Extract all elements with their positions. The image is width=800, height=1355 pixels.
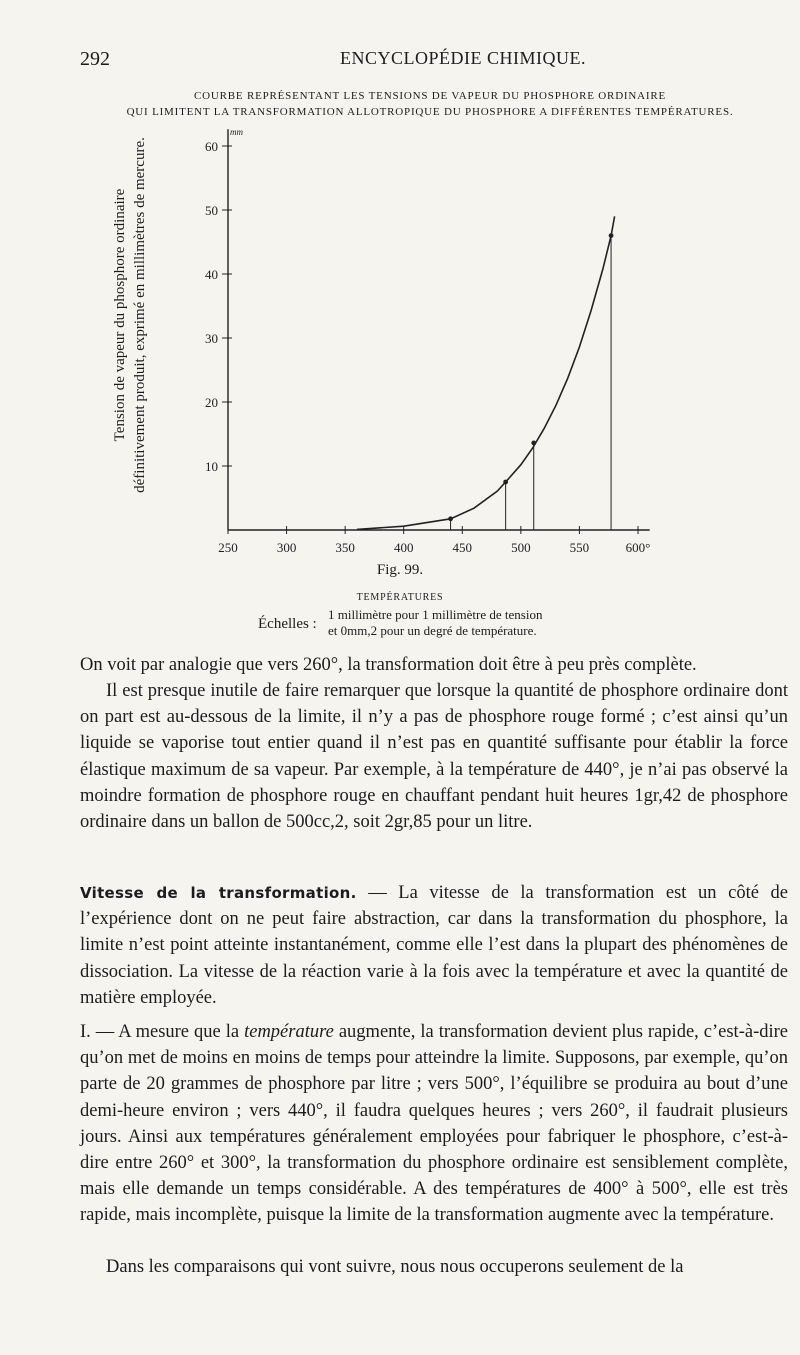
x-axis-title: TEMPÉRATURES: [356, 592, 444, 603]
paragraph-temperature-rest: augmente, la transformation devient plus rapide, c’est-à-dire qu’on met de moins en moins de temps pour atteindre la limite. Supposons, par exemple, qu’on parte de 20 grammes de phosphore par litre ; vers 500°, l’équilibre se produira au bout d’une demi-heure environ ; vers 440°, il faudra quelques heures ; vers 260°, il faudrait plusieurs jours. Ainsi aux températures généralement employées pour fabriquer le phosphore, c’est-à-dire entre 260° et 300°, la transformation du phosphore ordinaire est sensiblement complète, mais elle demande un temps considérable. A des températures de 400° à 500°, elle est très rapide, mais incomplète, puisque la limite de la transformation augmente avec la température.: [80, 1022, 788, 1226]
x-tick-label: 500: [511, 540, 531, 555]
y-tick-label: 10: [205, 459, 218, 474]
y-tick-label: 40: [205, 267, 218, 282]
x-tick-label: 300: [276, 540, 297, 555]
paragraph-vitesse: [80, 880, 788, 1011]
running-head: ENCYCLOPÉDIE CHIMIQUE.: [340, 48, 586, 68]
emphasis-temperature: température: [244, 1022, 334, 1042]
y-unit-mark: mm: [230, 127, 243, 138]
figure-caption-line1: COURBE REPRÉSENTANT LES TENSIONS DE VAPEUR DU PHOSPHORE ORDINAIRE: [193, 90, 667, 102]
paragraph-temperature-start: I. — A mesure que la: [80, 1022, 245, 1042]
y-tick-label: 30: [205, 331, 218, 346]
data-point: [609, 233, 614, 238]
vapor-pressure-curve: [357, 216, 615, 529]
figure-caption-line2: QUI LIMITENT LA TRANSFORMATION ALLOTROPIQUE DU PHOSPHORE A DIFFÉRENTES TEMPÉRATURES.: [126, 106, 734, 118]
data-point: [448, 516, 453, 521]
scale-line1: 1 millimètre pour 1 millimètre de tension: [328, 607, 543, 622]
page-number: 292: [80, 48, 110, 70]
paragraph-temperature: [80, 1019, 788, 1229]
y-tick-label: 50: [205, 203, 218, 218]
paragraph-last: Dans les comparaisons qui vont suivre, nous nous occuperons seulement de la: [106, 1257, 684, 1277]
paragraph-2: Il est presque inutile de faire remarquer que lorsque la quantité de phosphore ordinaire dont on part est au-dessous de la limite, il n’y a pas de phosphore rouge formé ; c’est ainsi qu’un liquide se vaporise tout entier quand il n’est pas en quantité suffisante pour établir la force élastique maximum de sa vapeur. Par exemple, à la température de 440°, je n’ai pas observé la moindre formation de phosphore rouge en chauffant pendant huit heures 1gr,42 de phosphore ordinaire dans un ballon de 500cc,2, soit 2gr,85 pour un litre.: [80, 681, 788, 833]
vapor-pressure-chart: [0, 0, 800, 600]
x-tick-label: 250: [218, 540, 238, 555]
paragraph-vitesse-text: — La vitesse de la transformation est un côté de l’expérience dont on ne peut faire abstraction, car dans la transformation du phosphore, la limite n’est point atteinte instantanément, comme elle l’est dans la plupart des phénomènes de dissociation. La vitesse de la réaction varie à la fois avec la température et avec la quantité de matière employée.: [80, 883, 788, 1008]
y-axis-label-line1: Tension de vapeur du phosphore ordinaire: [112, 188, 128, 442]
scale-line2: et 0mm,2 pour un degré de température.: [328, 623, 537, 638]
section-runin-heading: Vitesse de la transformation.: [80, 884, 357, 902]
figure-number: Fig. 99.: [376, 562, 424, 578]
x-tick-label: 550: [569, 540, 590, 555]
x-tick-label: 600°: [625, 540, 651, 555]
data-point: [503, 480, 508, 485]
y-tick-label: 60: [205, 139, 218, 154]
x-tick-label: 400: [393, 540, 414, 555]
y-axis-label-line2: définitivement produit, exprimé en millimètres de mercure.: [132, 137, 148, 493]
data-point: [531, 441, 536, 446]
paragraph-1: On voit par analogie que vers 260°, la transformation doit être à peu près complète.: [80, 655, 697, 675]
x-tick-label: 350: [335, 540, 355, 555]
scales-label: Échelles :: [258, 616, 317, 632]
x-tick-label: 450: [452, 540, 473, 555]
y-tick-label: 20: [205, 395, 218, 410]
